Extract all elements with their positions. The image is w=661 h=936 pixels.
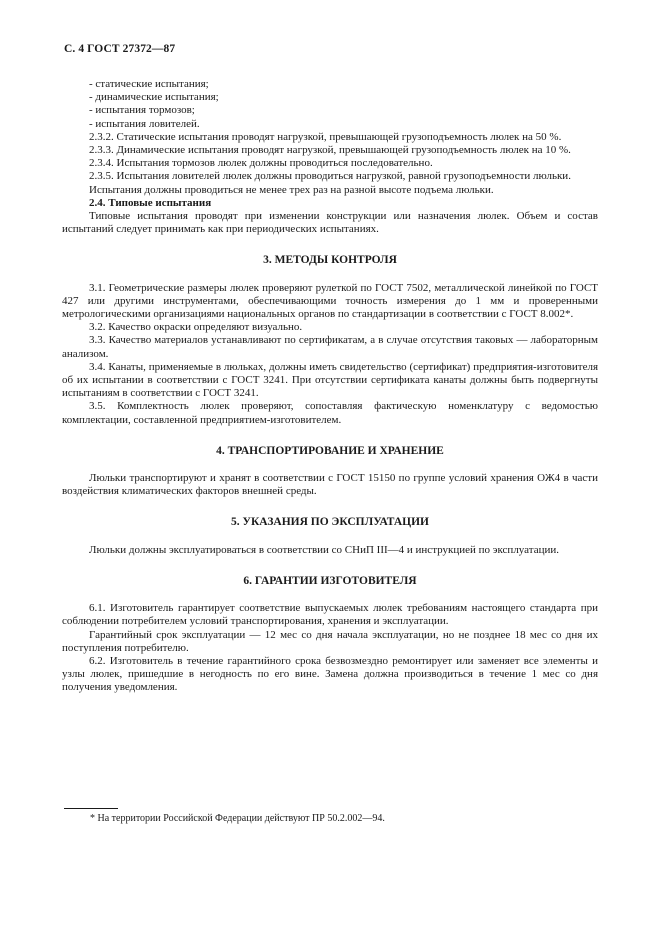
section-4-title: 4. ТРАНСПОРТИРОВАНИЕ И ХРАНЕНИЕ	[216, 444, 444, 457]
list-item: - испытания ловителей.	[89, 117, 200, 130]
paragraph-3-4: 3.4. Канаты, применяемые в люльках, должны иметь свидетельство (сертификат) предприятия-изготовителя об их испытании в соответствии с ГОСТ 3241. При отсутствии сертификата канаты должны быть подвергнуты испытаниям в соответствии с ГОСТ 3241.	[62, 360, 598, 400]
paragraph-4: Люльки транспортируют и хранят в соответствии с ГОСТ 15150 по группе условий хранения ОЖ4 в части воздействия климатических факторов внешней среды.	[62, 472, 598, 498]
paragraph-6-2: 6.2. Изготовитель в течение гарантийного срока безвозмездно ремонтирует или заменяет все элементы и узлы люлек, пришедшие в негодность по его вине. Замена должна производиться в течение 1 мес со дня получения уведомления.	[62, 654, 598, 694]
paragraph-warranty-term: Гарантийный срок эксплуатации — 12 мес со дня начала эксплуатации, но не позднее 18 мес со дня их поступления потребителю.	[62, 628, 598, 654]
paragraph-3-1: 3.1. Геометрические размеры люлек проверяют рулеткой по ГОСТ 7502, металлической линейкой по ГОСТ 427 или другими инструментами, обеспечивающими точность измерения до 1 мм и проверенными метрологическими организациями национальных органов по стандартизации в соответствии с ГОСТ 8.002*.	[62, 281, 598, 321]
paragraph-5: Люльки должны эксплуатироваться в соответствии со СНиП III—4 и инструкцией по эксплуатации.	[89, 543, 559, 556]
list-item: - динамические испытания;	[89, 91, 219, 104]
paragraph-2-3-5: 2.3.5. Испытания ловителей люлек должны проводиться нагрузкой, равной грузоподъемности люльки.	[89, 170, 571, 183]
paragraph-2-4: Типовые испытания проводят при изменении конструкции или назначения люлек. Объем и состав испытаний следует принимать как при периодических испытаниях.	[62, 210, 598, 236]
paragraph-2-3-2: 2.3.2. Статические испытания проводят нагрузкой, превышающей грузоподъемность люлек на 50 %.	[89, 130, 562, 143]
paragraph-3-5: 3.5. Комплектность люлек проверяют, сопоставляя фактическую номенклатуру с ведомостью комплектации, составленной предприятием-изготовителем.	[62, 400, 598, 426]
paragraph-6-1: 6.1. Изготовитель гарантирует соответствие выпускаемых люлек требованиям настоящего стандарта при соблюдении потребителем условий транспортирования, хранения и эксплуатации.	[62, 602, 598, 628]
section-5-title: 5. УКАЗАНИЯ ПО ЭКСПЛУАТАЦИИ	[231, 516, 429, 529]
footnote: * На территории Российской Федерации действуют ПР 50.2.002—94.	[90, 813, 385, 824]
list-item: - испытания тормозов;	[89, 104, 195, 117]
page-header: С. 4 ГОСТ 27372—87	[64, 43, 176, 55]
list-item: - статические испытания;	[89, 78, 209, 90]
section-3-title: 3. МЕТОДЫ КОНТРОЛЯ	[263, 254, 397, 267]
paragraph-3-2: 3.2. Качество окраски определяют визуально.	[89, 321, 303, 334]
footnote-divider	[64, 808, 118, 809]
paragraph-3-3: 3.3. Качество материалов устанавливают по сертификатам, а в случае отсутствия таковых — лабораторным анализом.	[62, 334, 598, 360]
section-6-title: 6. ГАРАНТИИ ИЗГОТОВИТЕЛЯ	[243, 574, 417, 587]
paragraph-2-3-3: 2.3.3. Динамические испытания проводят нагрузкой, превышающей грузоподъемность люлек на 10 %.	[89, 144, 571, 157]
paragraph-2-3-4: 2.3.4. Испытания тормозов люлек должны проводиться последовательно.	[89, 157, 433, 170]
subheading-2-4: 2.4. Типовые испытания	[89, 196, 212, 209]
document-body	[62, 78, 598, 695]
paragraph-testing-note: Испытания должны проводиться не менее трех раз на разной высоте подъема люльки.	[89, 183, 494, 196]
